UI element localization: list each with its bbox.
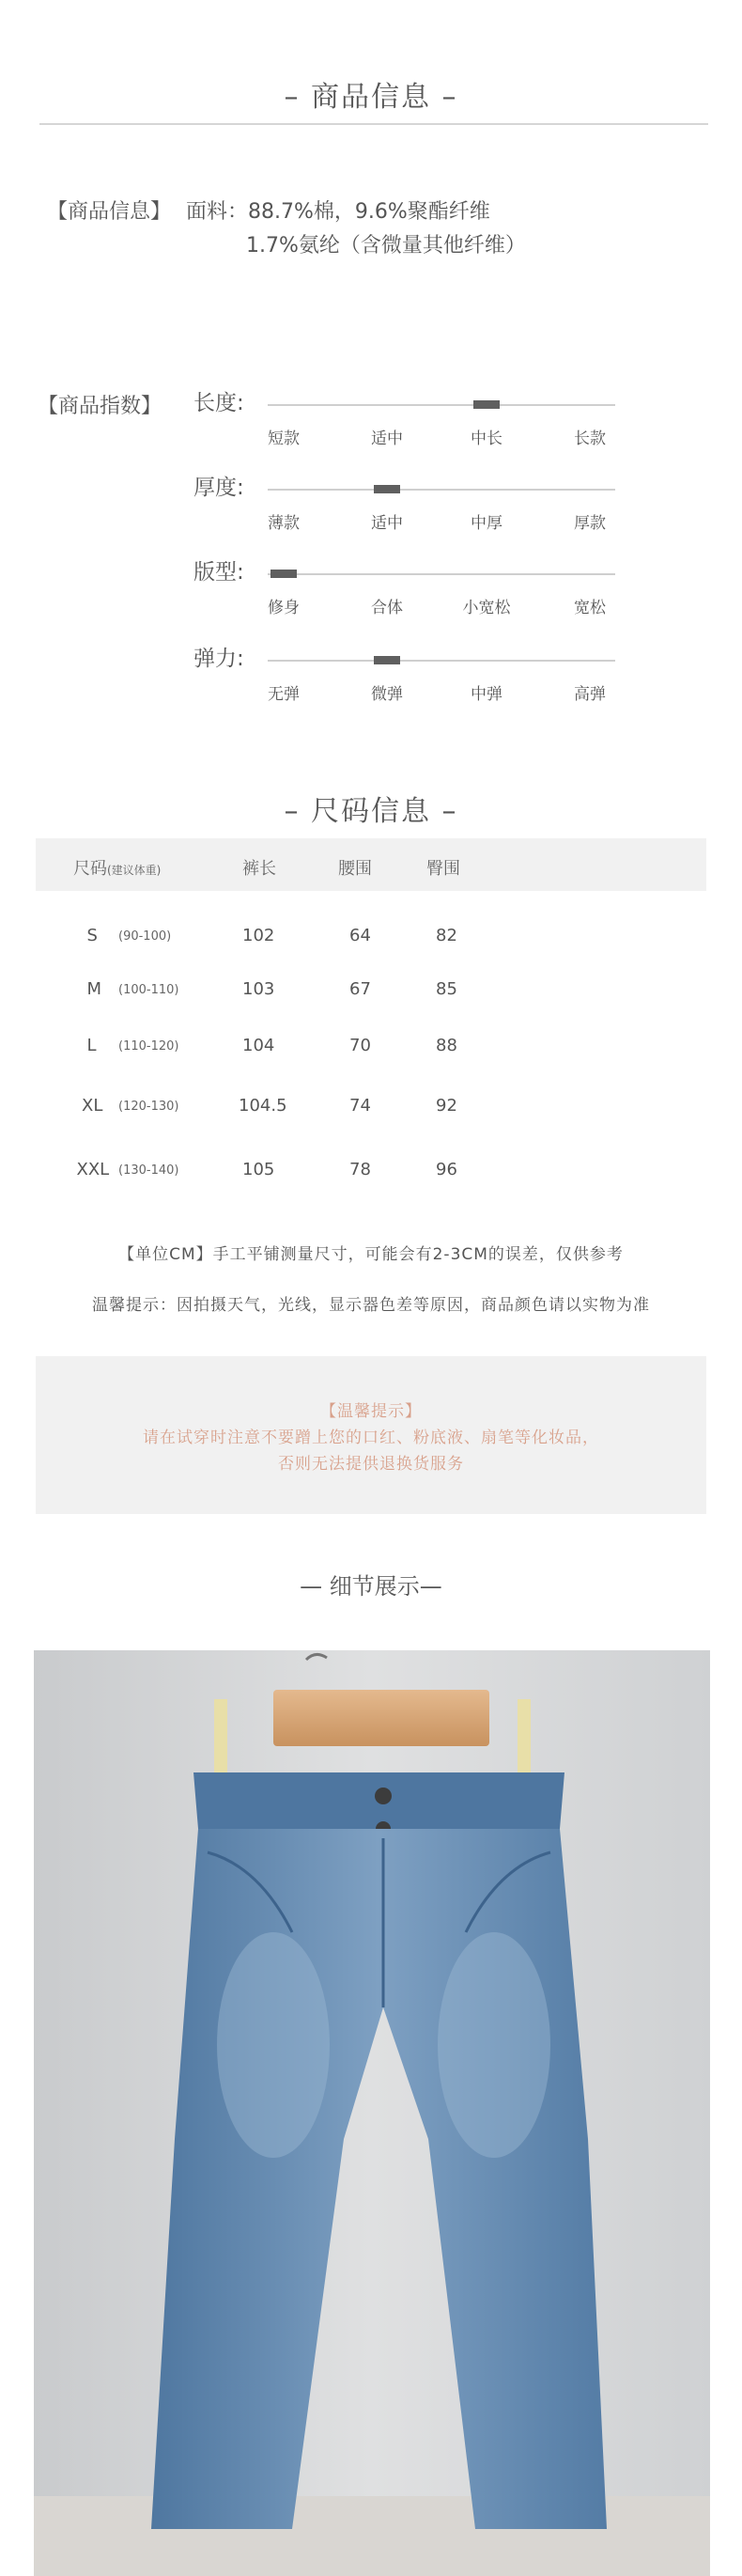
index-scale-marker	[473, 400, 500, 409]
index-option: 长款	[574, 429, 606, 448]
index-option: 无弹	[268, 685, 300, 704]
header-length: 裤长	[242, 859, 276, 879]
fabric-line-1: 面料：88.7%棉，9.6%聚酯纤维	[186, 200, 490, 224]
index-option: 中长	[471, 429, 502, 448]
fabric-line-2: 1.7%氨纶（含微量其他纤维）	[246, 234, 526, 258]
index-scale-marker	[374, 485, 400, 493]
index-option: 厚款	[574, 514, 606, 533]
cell-weight-range: (90-100)	[118, 929, 172, 944]
cell-weight-range: (110-120)	[118, 1039, 179, 1054]
cell-weight-range: (130-140)	[118, 1163, 179, 1178]
cell-hip: 88	[436, 1036, 457, 1055]
index-scale-marker	[374, 656, 400, 664]
cell-size: XL	[82, 1096, 103, 1116]
unit-note: 【单位CM】手工平铺测量尺寸，可能会有2-3CM的误差，仅供参考	[118, 1245, 624, 1264]
title-divider	[39, 123, 708, 125]
index-option: 薄款	[268, 514, 300, 533]
cell-waist: 74	[349, 1096, 371, 1116]
index-option: 小宽松	[462, 599, 511, 617]
index-row-name: 厚度:	[193, 476, 244, 500]
cell-weight-range: (100-110)	[118, 983, 179, 997]
detail-title: — 细节展示—	[300, 1573, 442, 1600]
product-info-title: – 商品信息 –	[284, 81, 458, 114]
cell-hip: 92	[436, 1096, 457, 1116]
index-option: 微弹	[371, 685, 403, 704]
warm-tip-box	[36, 1356, 706, 1514]
index-row-name: 版型:	[193, 560, 244, 585]
index-row-name: 弹力:	[193, 647, 244, 671]
tip-line-1: 请在试穿时注意不要蹭上您的口红、粉底液、扇笔等化妆品，	[143, 1429, 599, 1447]
cell-size: XXL	[76, 1160, 110, 1179]
index-option: 中弹	[471, 685, 502, 704]
index-scale-marker	[271, 570, 297, 578]
index-option: 宽松	[574, 599, 606, 617]
cell-waist: 70	[349, 1036, 371, 1055]
cell-weight-range: (120-130)	[118, 1100, 179, 1114]
size-info-title: – 尺码信息 –	[284, 795, 458, 828]
index-option: 短款	[268, 429, 300, 448]
index-option: 高弹	[574, 685, 606, 704]
index-option: 中厚	[471, 514, 502, 533]
product-info-label: 【商品信息】	[47, 200, 172, 224]
product-photo	[34, 1650, 710, 2576]
index-scale-track	[268, 404, 615, 406]
cell-hip: 96	[436, 1160, 457, 1179]
index-option: 适中	[371, 514, 403, 533]
cell-length: 102	[242, 926, 275, 945]
product-index-label: 【商品指数】	[38, 395, 162, 418]
cell-waist: 67	[349, 979, 371, 999]
size-table-header	[36, 838, 706, 891]
header-hip: 臀围	[426, 859, 460, 879]
cell-length: 105	[242, 1160, 275, 1179]
header-size-note: (建议体重)	[107, 864, 162, 877]
index-scale-track	[268, 489, 615, 491]
cell-length: 103	[242, 979, 275, 999]
index-scale-track	[268, 660, 615, 662]
cell-size: M	[86, 979, 102, 999]
cell-waist: 64	[349, 926, 371, 945]
cell-size: S	[86, 926, 98, 945]
index-option: 适中	[371, 429, 403, 448]
cell-length: 104	[242, 1036, 275, 1055]
tip-title: 【温馨提示】	[320, 1402, 422, 1421]
index-option: 合体	[371, 599, 403, 617]
jeans-illustration	[34, 1650, 710, 2576]
index-option: 修身	[268, 599, 300, 617]
header-size-label: 尺码	[73, 859, 107, 879]
header-waist: 腰围	[338, 859, 372, 879]
cell-hip: 82	[436, 926, 457, 945]
color-note: 温馨提示：因拍摄天气，光线，显示器色差等原因，商品颜色请以实物为准	[92, 1296, 650, 1315]
cell-hip: 85	[436, 979, 457, 999]
cell-waist: 78	[349, 1160, 371, 1179]
index-scale-track	[268, 573, 615, 575]
cell-length: 104.5	[239, 1096, 287, 1116]
index-row-name: 长度:	[193, 391, 244, 415]
tip-line-2: 否则无法提供退换货服务	[278, 1455, 464, 1474]
cell-size: L	[86, 1036, 97, 1055]
header-size	[73, 855, 161, 880]
